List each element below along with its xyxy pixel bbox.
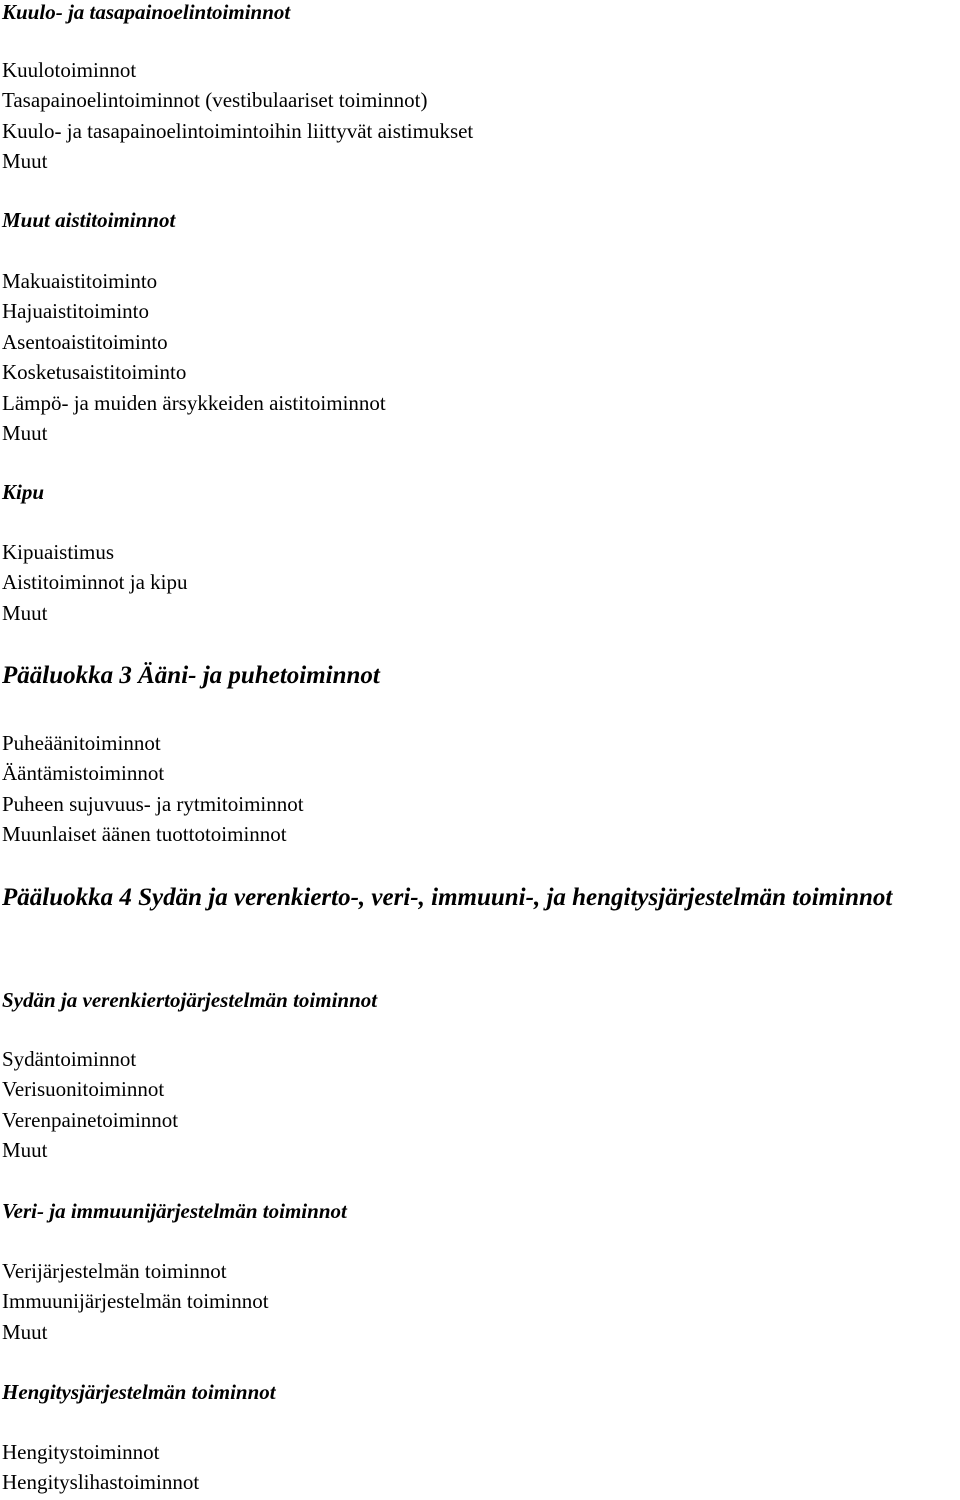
list-item: Sydäntoiminnot	[2, 1047, 137, 1071]
main-heading: Pääluokka 3 Ääni- ja puhetoiminnot	[2, 662, 380, 689]
list-item: Kosketusaistitoiminto	[2, 360, 187, 385]
section-heading: Sydän ja verenkiertojärjestelmän toiminnot	[2, 988, 378, 1012]
list-item: Puheäänitoiminnot	[2, 731, 161, 755]
list-item: Kipuaistimus	[2, 540, 115, 564]
item-list	[2, 728, 304, 850]
list-item: Muut	[2, 149, 48, 174]
list-item: Muut	[2, 1138, 48, 1163]
main-heading: Pääluokka 4 Sydän ja verenkierto-, veri-, immuuni-, ja hengitysjärjestelmän toiminnot	[2, 884, 893, 911]
list-item: Hengitystoiminnot	[2, 1440, 160, 1464]
list-item: Hajuaistitoiminto	[2, 299, 149, 324]
list-item: Muunlaiset äänen tuottotoiminnot	[2, 822, 287, 847]
list-item: Asentoaistitoiminto	[2, 329, 168, 354]
list-item: Verenpainetoiminnot	[2, 1107, 179, 1132]
list-item: Immuunijärjestelmän toiminnot	[2, 1289, 269, 1314]
list-item: Muut	[2, 420, 48, 445]
list-item: Muut	[2, 1319, 48, 1344]
list-item: Kuulotoiminnot	[2, 58, 137, 82]
list-item: Makuaistitoiminto	[2, 269, 158, 293]
item-list	[2, 55, 473, 177]
list-item: Puheen sujuvuus- ja rytmitoiminnot	[2, 791, 304, 816]
list-item: Tasapainoelintoiminnot (vestibulaariset toiminnot)	[2, 88, 428, 113]
section-heading: Veri- ja immuunijärjestelmän toiminnot	[2, 1199, 347, 1223]
list-item: Muut	[2, 600, 48, 625]
section-heading: Hengitysjärjestelmän toiminnot	[2, 1380, 276, 1404]
section-heading: Muut aistitoiminnot	[2, 208, 176, 232]
list-item: Verisuonitoiminnot	[2, 1077, 165, 1102]
list-item: Ääntämistoiminnot	[2, 761, 165, 786]
list-item: Verijärjestelmän toiminnot	[2, 1259, 227, 1283]
item-list	[2, 1044, 178, 1166]
section-heading: Kipu	[2, 480, 45, 504]
item-list	[2, 1256, 269, 1347]
list-item: Lämpö- ja muiden ärsykkeiden aistitoiminnot	[2, 390, 386, 415]
item-list	[2, 537, 188, 628]
item-list	[2, 1437, 199, 1498]
item-list	[2, 266, 386, 448]
section-heading: Kuulo- ja tasapainoelintoiminnot	[2, 0, 291, 24]
list-item: Hengityslihastoiminnot	[2, 1470, 200, 1495]
list-item: Aistitoiminnot ja kipu	[2, 570, 188, 595]
list-item: Kuulo- ja tasapainoelintoimintoihin liittyvät aistimukset	[2, 118, 474, 143]
